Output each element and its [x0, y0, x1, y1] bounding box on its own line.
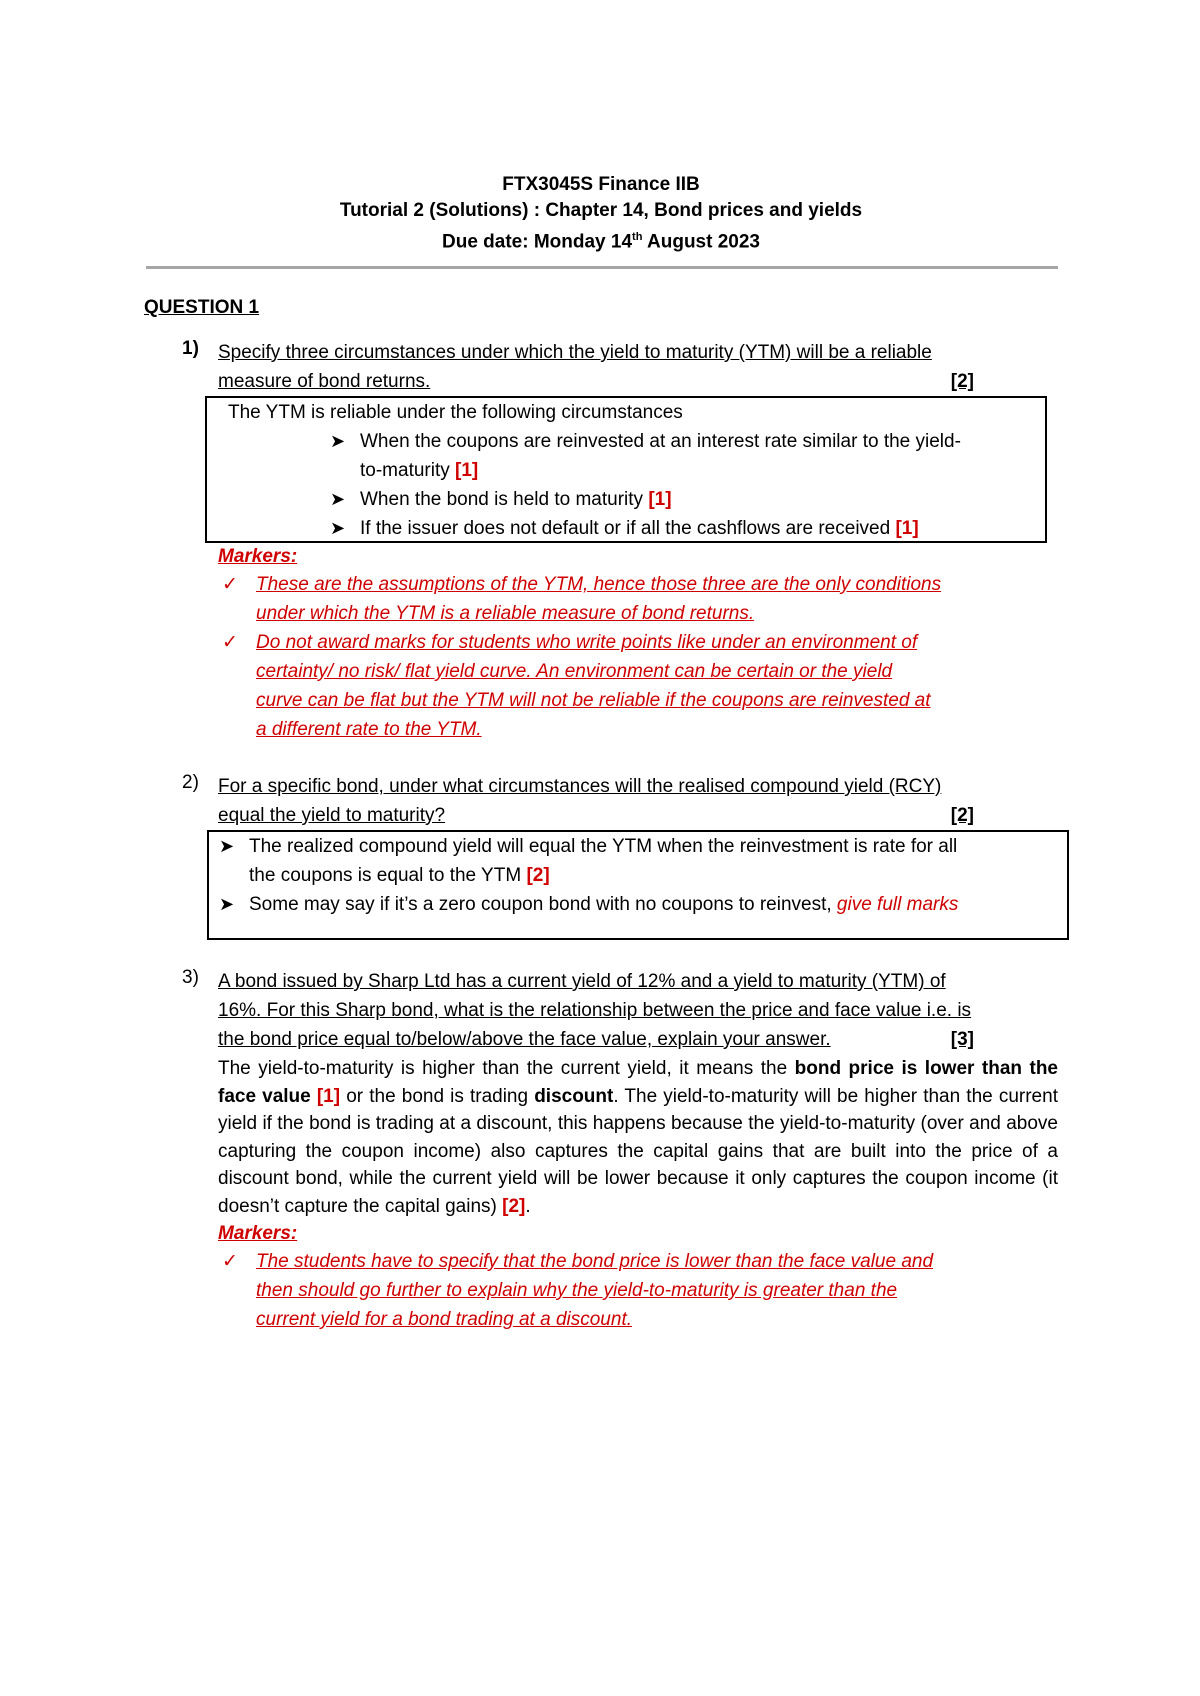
- q1-question: Specify three circumstances under which the yield to maturity (YTM) will be a reliable measure of bond returns. [2]: [218, 342, 974, 392]
- checkmark-icon: ✓: [222, 574, 238, 595]
- arrow-bullet-icon: ➤: [219, 836, 235, 856]
- arrow-bullet-icon: ➤: [330, 518, 346, 538]
- q1-markers-label: Markers:: [218, 546, 298, 567]
- q1-number: 1): [182, 338, 199, 359]
- q1-bullet-1: ➤ When the coupons are reinvested at an interest rate similar to the yield- to-maturity [1]: [330, 427, 1035, 485]
- checkmark-icon: ✓: [222, 1251, 238, 1272]
- tutorial-title: Tutorial 2 (Solutions) : Chapter 14, Bond prices and yields: [339, 200, 863, 221]
- q3-answer: The yield-to-maturity is higher than the current yield, it means the bond price is lower than the face value [1] or the bond is trading discount. The yield-to-maturity will be higher than the current yield if the bond is trading at a discount, this happens because the yield-to-maturity (over and above capturing the coupon income) also captures the capital gains that are built into the price of a discount bond, while the current yield will be lower because it only captures the coupon income (it doesn’t capture the capital gains) [2].: [218, 1058, 1059, 1217]
- q2-bullet-2: ➤ Some may say if it’s a zero coupon bond with no coupons to reinvest, give full marks: [219, 890, 1057, 919]
- document-header: [145, 172, 1057, 255]
- arrow-bullet-icon: ➤: [330, 431, 346, 451]
- course-title: FTX3045S Finance IIB: [502, 174, 700, 195]
- question-title: QUESTION 1: [144, 297, 260, 318]
- due-date: Due date: Monday 14th August 2023: [442, 231, 760, 253]
- q2-answer-box: [207, 830, 1069, 940]
- q1-marker-note-2: ✓ Do not award marks for students who write points like under an environment of certainty/ no risk/ flat yield curve. An environment can be certain or the yield curve can be flat but the YTM will not be reliable if the coupons are reinvested at a different rate to the YTM.: [256, 628, 1058, 744]
- arrow-bullet-icon: ➤: [330, 489, 346, 509]
- q1-bullet-3: ➤ If the issuer does not default or if all the cashflows are received [1]: [330, 514, 1035, 543]
- q2-number: 2): [182, 772, 199, 793]
- q1-bullet-2: ➤ When the bond is held to maturity [1]: [330, 485, 1035, 514]
- q3-question: A bond issued by Sharp Ltd has a current yield of 12% and a yield to maturity (YTM) of 16%. For this Sharp bond, what is the relationship between the price and face value i.e. is the bond price equal to/below/above the face value, explain your answer. [3]: [218, 971, 974, 1050]
- q1-marker-note-1: ✓ These are the assumptions of the YTM, hence those three are the only conditions under which the YTM is a reliable measure of bond returns.: [256, 570, 1058, 628]
- arrow-bullet-icon: ➤: [219, 894, 235, 914]
- q1-answer-box: The YTM is reliable under the following circumstances ➤ When the coupons are reinvested at an interest rate similar to the yield- to-maturity [1] ➤ When the bond is held to maturity [1] ➤ If the issuer does not default or if all the cashflows are received [1]: [205, 396, 1047, 543]
- checkmark-icon: ✓: [222, 632, 238, 653]
- header-divider: [146, 266, 1058, 269]
- q3-markers-label: Markers:: [218, 1223, 298, 1244]
- q3-number: 3): [182, 967, 199, 988]
- q2-bullet-1: ➤ The realized compound yield will equal the YTM when the reinvestment is rate for all the coupons is equal to the YTM [2]: [219, 832, 1057, 890]
- q2-question: For a specific bond, under what circumstances will the realised compound yield (RCY) equal the yield to maturity? [2]: [218, 776, 974, 826]
- q3-marker-note-1: ✓ The students have to specify that the bond price is lower than the face value and then should go further to explain why the yield-to-maturity is greater than the current yield for a bond trading at a discount.: [256, 1247, 1058, 1334]
